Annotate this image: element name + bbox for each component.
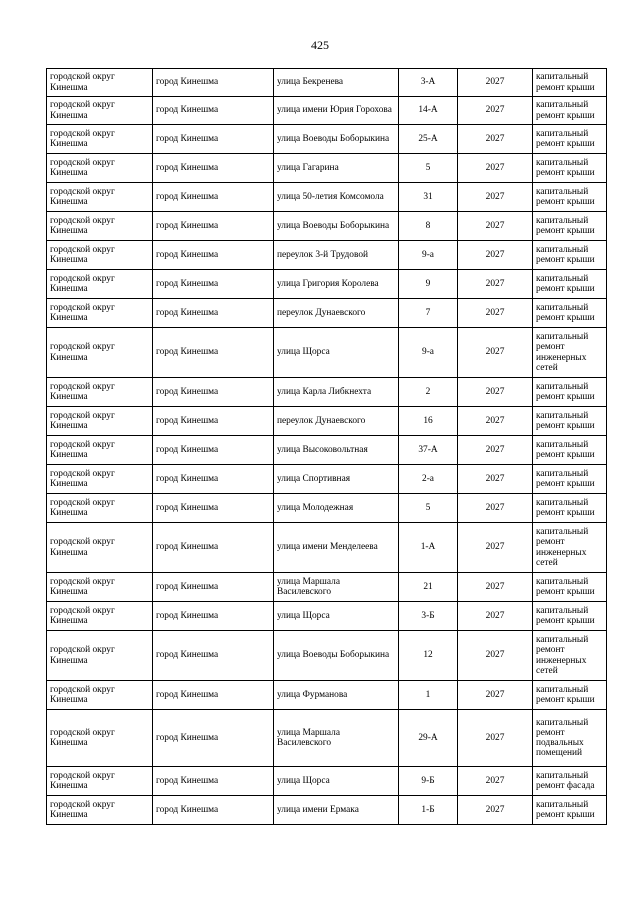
city-cell: город Кинешма [153, 69, 274, 97]
house-number-cell: 1-Б [399, 796, 458, 825]
year-cell: 2027 [458, 573, 533, 602]
street-cell: улица имени Юрия Горохова [274, 97, 399, 125]
city-cell: город Кинешма [153, 681, 274, 710]
street-cell: улица имени Ермака [274, 796, 399, 825]
street-cell: улица Высоковольтная [274, 436, 399, 465]
house-number-cell: 9 [399, 270, 458, 299]
year-cell: 2027 [458, 97, 533, 125]
work-type-cell: капитальный ремонт крыши [533, 602, 607, 631]
city-cell: город Кинешма [153, 436, 274, 465]
table-row [47, 328, 607, 378]
house-number-cell: 2-а [399, 465, 458, 494]
city-cell: город Кинешма [153, 602, 274, 631]
district-cell: городской округ Кинешма [47, 681, 153, 710]
table-row [47, 241, 607, 270]
table-row [47, 270, 607, 299]
district-cell: городской округ Кинешма [47, 299, 153, 328]
district-cell: городской округ Кинешма [47, 241, 153, 270]
work-type-cell: капитальный ремонт крыши [533, 125, 607, 154]
street-cell: улица Бекренева [274, 69, 399, 97]
work-type-cell: капитальный ремонт крыши [533, 212, 607, 241]
street-cell: улица Маршала Василевского [274, 573, 399, 602]
city-cell: город Кинешма [153, 154, 274, 183]
work-type-cell: капитальный ремонт крыши [533, 494, 607, 523]
city-cell: город Кинешма [153, 97, 274, 125]
street-cell: улица Маршала Василевского [274, 710, 399, 767]
district-cell: городской округ Кинешма [47, 796, 153, 825]
district-cell: городской округ Кинешма [47, 436, 153, 465]
house-number-cell: 3-А [399, 69, 458, 97]
year-cell: 2027 [458, 710, 533, 767]
district-cell: городской округ Кинешма [47, 69, 153, 97]
house-number-cell: 9-а [399, 328, 458, 378]
work-type-cell: капитальный ремонт крыши [533, 436, 607, 465]
house-number-cell: 29-А [399, 710, 458, 767]
city-cell: город Кинешма [153, 631, 274, 681]
district-cell: городской округ Кинешма [47, 378, 153, 407]
street-cell: улица Воеводы Боборыкина [274, 631, 399, 681]
city-cell: город Кинешма [153, 767, 274, 796]
district-cell: городской округ Кинешма [47, 154, 153, 183]
house-number-cell: 8 [399, 212, 458, 241]
district-cell: городской округ Кинешма [47, 631, 153, 681]
district-cell: городской округ Кинешма [47, 183, 153, 212]
table-row [47, 69, 607, 97]
work-type-cell: капитальный ремонт крыши [533, 573, 607, 602]
table-row [47, 767, 607, 796]
year-cell: 2027 [458, 681, 533, 710]
street-cell: переулок 3-й Трудовой [274, 241, 399, 270]
district-cell: городской округ Кинешма [47, 710, 153, 767]
year-cell: 2027 [458, 602, 533, 631]
city-cell: город Кинешма [153, 465, 274, 494]
district-cell: городской округ Кинешма [47, 407, 153, 436]
district-cell: городской округ Кинешма [47, 523, 153, 573]
year-cell: 2027 [458, 328, 533, 378]
year-cell: 2027 [458, 183, 533, 212]
table-row [47, 796, 607, 825]
work-type-cell: капитальный ремонт крыши [533, 796, 607, 825]
table-row [47, 523, 607, 573]
work-type-cell: капитальный ремонт подвальных помещений [533, 710, 607, 767]
district-cell: городской округ Кинешма [47, 573, 153, 602]
street-cell: улица Щорса [274, 328, 399, 378]
work-type-cell: капитальный ремонт крыши [533, 681, 607, 710]
city-cell: город Кинешма [153, 494, 274, 523]
work-type-cell: капитальный ремонт инженерных сетей [533, 523, 607, 573]
street-cell: переулок Дунаевского [274, 407, 399, 436]
table-row [47, 710, 607, 767]
city-cell: город Кинешма [153, 796, 274, 825]
district-cell: городской округ Кинешма [47, 465, 153, 494]
city-cell: город Кинешма [153, 407, 274, 436]
year-cell: 2027 [458, 631, 533, 681]
table-row [47, 212, 607, 241]
district-cell: городской округ Кинешма [47, 212, 153, 241]
table-row [47, 681, 607, 710]
table-row [47, 183, 607, 212]
year-cell: 2027 [458, 436, 533, 465]
city-cell: город Кинешма [153, 241, 274, 270]
work-type-cell: капитальный ремонт инженерных сетей [533, 328, 607, 378]
work-type-cell: капитальный ремонт инженерных сетей [533, 631, 607, 681]
city-cell: город Кинешма [153, 183, 274, 212]
table-row [47, 436, 607, 465]
table-row [47, 378, 607, 407]
street-cell: улица Щорса [274, 602, 399, 631]
work-type-cell: капитальный ремонт крыши [533, 69, 607, 97]
district-cell: городской округ Кинешма [47, 494, 153, 523]
work-type-cell: капитальный ремонт крыши [533, 465, 607, 494]
district-cell: городской округ Кинешма [47, 767, 153, 796]
work-type-cell: капитальный ремонт крыши [533, 154, 607, 183]
street-cell: улица Молодежная [274, 494, 399, 523]
street-cell: улица Щорса [274, 767, 399, 796]
house-number-cell: 12 [399, 631, 458, 681]
district-cell: городской округ Кинешма [47, 328, 153, 378]
table-row [47, 573, 607, 602]
table-row [47, 631, 607, 681]
house-number-cell: 16 [399, 407, 458, 436]
table-row [47, 299, 607, 328]
street-cell: улица Фурманова [274, 681, 399, 710]
city-cell: город Кинешма [153, 523, 274, 573]
work-type-cell: капитальный ремонт крыши [533, 183, 607, 212]
house-number-cell: 1-А [399, 523, 458, 573]
housing-repair-table [46, 68, 607, 825]
house-number-cell: 1 [399, 681, 458, 710]
street-cell: улица Гагарина [274, 154, 399, 183]
table-row [47, 465, 607, 494]
district-cell: городской округ Кинешма [47, 270, 153, 299]
city-cell: город Кинешма [153, 299, 274, 328]
year-cell: 2027 [458, 270, 533, 299]
street-cell: улица Воеводы Боборыкина [274, 125, 399, 154]
house-number-cell: 5 [399, 494, 458, 523]
city-cell: город Кинешма [153, 212, 274, 241]
street-cell: переулок Дунаевского [274, 299, 399, 328]
street-cell: улица 50-летия Комсомола [274, 183, 399, 212]
house-number-cell: 31 [399, 183, 458, 212]
house-number-cell: 9-Б [399, 767, 458, 796]
house-number-cell: 37-А [399, 436, 458, 465]
year-cell: 2027 [458, 125, 533, 154]
house-number-cell: 21 [399, 573, 458, 602]
work-type-cell: капитальный ремонт крыши [533, 299, 607, 328]
year-cell: 2027 [458, 154, 533, 183]
year-cell: 2027 [458, 465, 533, 494]
house-number-cell: 2 [399, 378, 458, 407]
work-type-cell: капитальный ремонт крыши [533, 241, 607, 270]
year-cell: 2027 [458, 299, 533, 328]
work-type-cell: капитальный ремонт фасада [533, 767, 607, 796]
table-row [47, 407, 607, 436]
city-cell: город Кинешма [153, 328, 274, 378]
work-type-cell: капитальный ремонт крыши [533, 378, 607, 407]
work-type-cell: капитальный ремонт крыши [533, 97, 607, 125]
year-cell: 2027 [458, 407, 533, 436]
table-row [47, 97, 607, 125]
year-cell: 2027 [458, 767, 533, 796]
street-cell: улица Карла Либкнехта [274, 378, 399, 407]
street-cell: улица Спортивная [274, 465, 399, 494]
city-cell: город Кинешма [153, 378, 274, 407]
city-cell: город Кинешма [153, 125, 274, 154]
work-type-cell: капитальный ремонт крыши [533, 270, 607, 299]
city-cell: город Кинешма [153, 573, 274, 602]
city-cell: город Кинешма [153, 710, 274, 767]
city-cell: город Кинешма [153, 270, 274, 299]
street-cell: улица Григория Королева [274, 270, 399, 299]
table-body [47, 69, 607, 825]
year-cell: 2027 [458, 494, 533, 523]
year-cell: 2027 [458, 378, 533, 407]
house-number-cell: 3-Б [399, 602, 458, 631]
page-number: 425 [311, 38, 329, 52]
year-cell: 2027 [458, 241, 533, 270]
year-cell: 2027 [458, 212, 533, 241]
district-cell: городской округ Кинешма [47, 125, 153, 154]
district-cell: городской округ Кинешма [47, 602, 153, 631]
house-number-cell: 5 [399, 154, 458, 183]
year-cell: 2027 [458, 69, 533, 97]
street-cell: улица Воеводы Боборыкина [274, 212, 399, 241]
work-type-cell: капитальный ремонт крыши [533, 407, 607, 436]
house-number-cell: 25-А [399, 125, 458, 154]
house-number-cell: 9-а [399, 241, 458, 270]
year-cell: 2027 [458, 796, 533, 825]
table-row [47, 154, 607, 183]
table-row [47, 602, 607, 631]
house-number-cell: 14-А [399, 97, 458, 125]
table-row [47, 494, 607, 523]
house-number-cell: 7 [399, 299, 458, 328]
year-cell: 2027 [458, 523, 533, 573]
table-row [47, 125, 607, 154]
district-cell: городской округ Кинешма [47, 97, 153, 125]
street-cell: улица имени Менделеева [274, 523, 399, 573]
